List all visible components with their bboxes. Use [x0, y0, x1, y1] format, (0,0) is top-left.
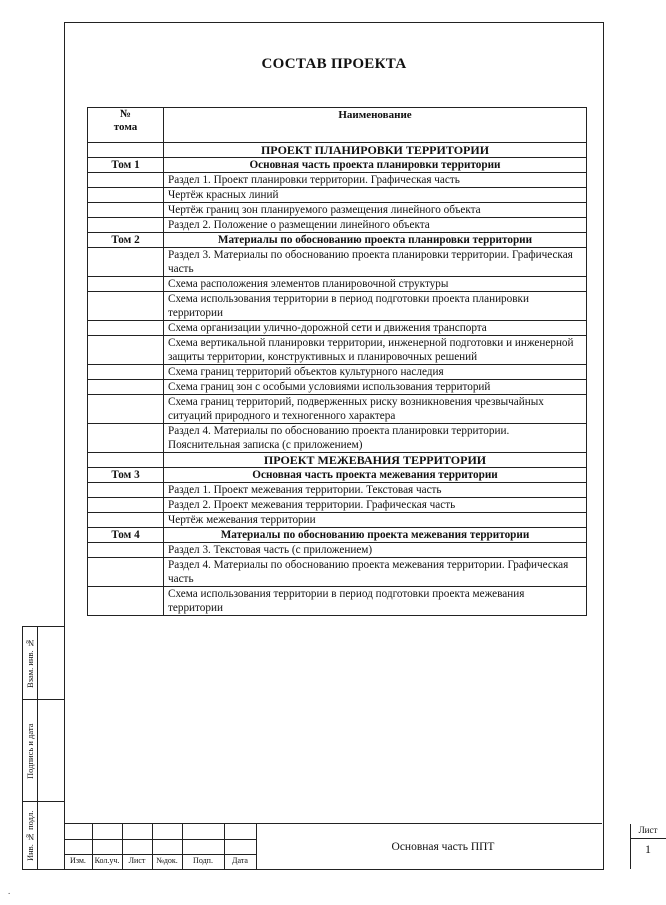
item-text: Раздел 4. Материалы по обоснованию проекта межевания территории. Графическая часть: [164, 558, 587, 587]
col-data: Дата: [232, 856, 248, 865]
item-text: Схема расположения элементов планировочной структуры: [164, 277, 587, 292]
item-text: Чертёж межевания территории: [164, 513, 587, 528]
title-block-designation: Основная часть ППТ: [391, 840, 495, 853]
volume-cell-empty: [88, 483, 164, 498]
item-text: Схема организации улично-дорожной сети и движения транспорта: [164, 321, 587, 336]
volume-cell-empty: [88, 424, 164, 453]
header-volume-number: [88, 108, 164, 143]
volume-cell-empty: [88, 587, 164, 616]
volume-cell-empty: [88, 543, 164, 558]
stamp-vzam-inv: Взам. инв. №: [25, 638, 35, 688]
volume-cell-empty: [88, 498, 164, 513]
volume-cell-empty: [88, 143, 164, 158]
table-row: [88, 292, 587, 321]
volume-title: Материалы по обоснованию проекта планировки территории: [164, 233, 587, 248]
item-text: Раздел 4. Материалы по обоснованию проекта планировки территории. Пояснительная записка (с приложением): [164, 424, 587, 453]
table-body: [88, 143, 587, 616]
table-row: [88, 173, 587, 188]
table-row: [88, 365, 587, 380]
volume-cell-empty: [88, 173, 164, 188]
table-row: [88, 483, 587, 498]
item-text: Схема границ зон с особыми условиями использования территорий: [164, 380, 587, 395]
item-text: Раздел 1. Проект планировки территории. Графическая часть: [164, 173, 587, 188]
table-row: [88, 380, 587, 395]
volume-row: [88, 468, 587, 483]
col-kol-uch: Кол.уч.: [94, 856, 120, 865]
table-row: [88, 498, 587, 513]
table-row: [88, 218, 587, 233]
table-row: [88, 424, 587, 453]
volume-cell-empty: [88, 513, 164, 528]
item-text: Чертёж границ зон планируемого размещения линейного объекта: [164, 203, 587, 218]
volume-row: [88, 528, 587, 543]
col-ndok: №док.: [156, 856, 178, 865]
item-text: Схема использования территории в период подготовки проекта планировки территории: [164, 292, 587, 321]
table-row: [88, 321, 587, 336]
volume-number: Том 3: [88, 468, 164, 483]
volume-cell-empty: [88, 277, 164, 292]
col-list: Лист: [128, 856, 146, 865]
section-title: ПРОЕКТ МЕЖЕВАНИЯ ТЕРРИТОРИИ: [164, 453, 587, 468]
volume-cell-empty: [88, 292, 164, 321]
scan-mark: .: [8, 886, 11, 896]
table-row: [88, 395, 587, 424]
item-text: Раздел 1. Проект межевания территории. Текстовая часть: [164, 483, 587, 498]
item-text: Чертёж красных линий: [164, 188, 587, 203]
table-row: [88, 188, 587, 203]
document-title: СОСТАВ ПРОЕКТА: [261, 56, 407, 72]
volume-cell-empty: [88, 380, 164, 395]
volume-cell-empty: [88, 395, 164, 424]
volume-cell-empty: [88, 453, 164, 468]
section-title: ПРОЕКТ ПЛАНИРОВКИ ТЕРРИТОРИИ: [164, 143, 587, 158]
volume-cell-empty: [88, 558, 164, 587]
item-text: Раздел 3. Текстовая часть (с приложением): [164, 543, 587, 558]
table-row: [88, 558, 587, 587]
stamp-podpis-data: Подпись и дата: [25, 723, 35, 779]
col-izm: Изм.: [70, 856, 86, 865]
item-text: Схема границ территорий объектов культурного наследия: [164, 365, 587, 380]
header-num-line: №: [119, 108, 132, 120]
header-num-line: тома: [113, 121, 138, 133]
section-row: [88, 453, 587, 468]
volume-cell-empty: [88, 321, 164, 336]
volume-title: Основная часть проекта планировки территории: [164, 158, 587, 173]
volume-number: Том 1: [88, 158, 164, 173]
volume-number: Том 2: [88, 233, 164, 248]
volume-cell-empty: [88, 365, 164, 380]
item-text: Раздел 2. Положение о размещении линейного объекта: [164, 218, 587, 233]
col-podp: Подп.: [193, 856, 213, 865]
stamp-inv-podl: Инв. № подл.: [25, 810, 35, 862]
sheet-label: Лист: [638, 825, 658, 835]
volume-title: Основная часть проекта межевания территории: [164, 468, 587, 483]
table-row: [88, 513, 587, 528]
volume-row: [88, 233, 587, 248]
item-text: Раздел 3. Материалы по обоснованию проекта планировки территории. Графическая часть: [164, 248, 587, 277]
table-row: [88, 203, 587, 218]
item-text: Раздел 2. Проект межевания территории. Графическая часть: [164, 498, 587, 513]
volume-cell-empty: [88, 218, 164, 233]
table-header-row: [88, 108, 587, 143]
table-row: [88, 543, 587, 558]
item-text: Схема границ территорий, подверженных риску возникновения чрезвычайных ситуаций природного и техногенного характера: [164, 395, 587, 424]
table-row: [88, 248, 587, 277]
table-row: [88, 277, 587, 292]
table-row: [88, 587, 587, 616]
section-row: [88, 143, 587, 158]
volume-cell-empty: [88, 203, 164, 218]
contents-table: [87, 107, 587, 616]
volume-cell-empty: [88, 248, 164, 277]
volume-number: Том 4: [88, 528, 164, 543]
header-name: Наименование: [164, 108, 587, 143]
item-text: Схема вертикальной планировки территории, инженерной подготовки и инженерной защиты территории, конструктивных и планировочных решений: [164, 336, 587, 365]
item-text: Схема использования территории в период подготовки проекта межевания территории: [164, 587, 587, 616]
volume-cell-empty: [88, 336, 164, 365]
side-stamp: [22, 626, 65, 870]
sheet-number: 1: [645, 842, 651, 856]
volume-title: Материалы по обоснованию проекта межевания территории: [164, 528, 587, 543]
title-block: [64, 823, 658, 869]
volume-row: [88, 158, 587, 173]
table-row: [88, 336, 587, 365]
volume-cell-empty: [88, 188, 164, 203]
